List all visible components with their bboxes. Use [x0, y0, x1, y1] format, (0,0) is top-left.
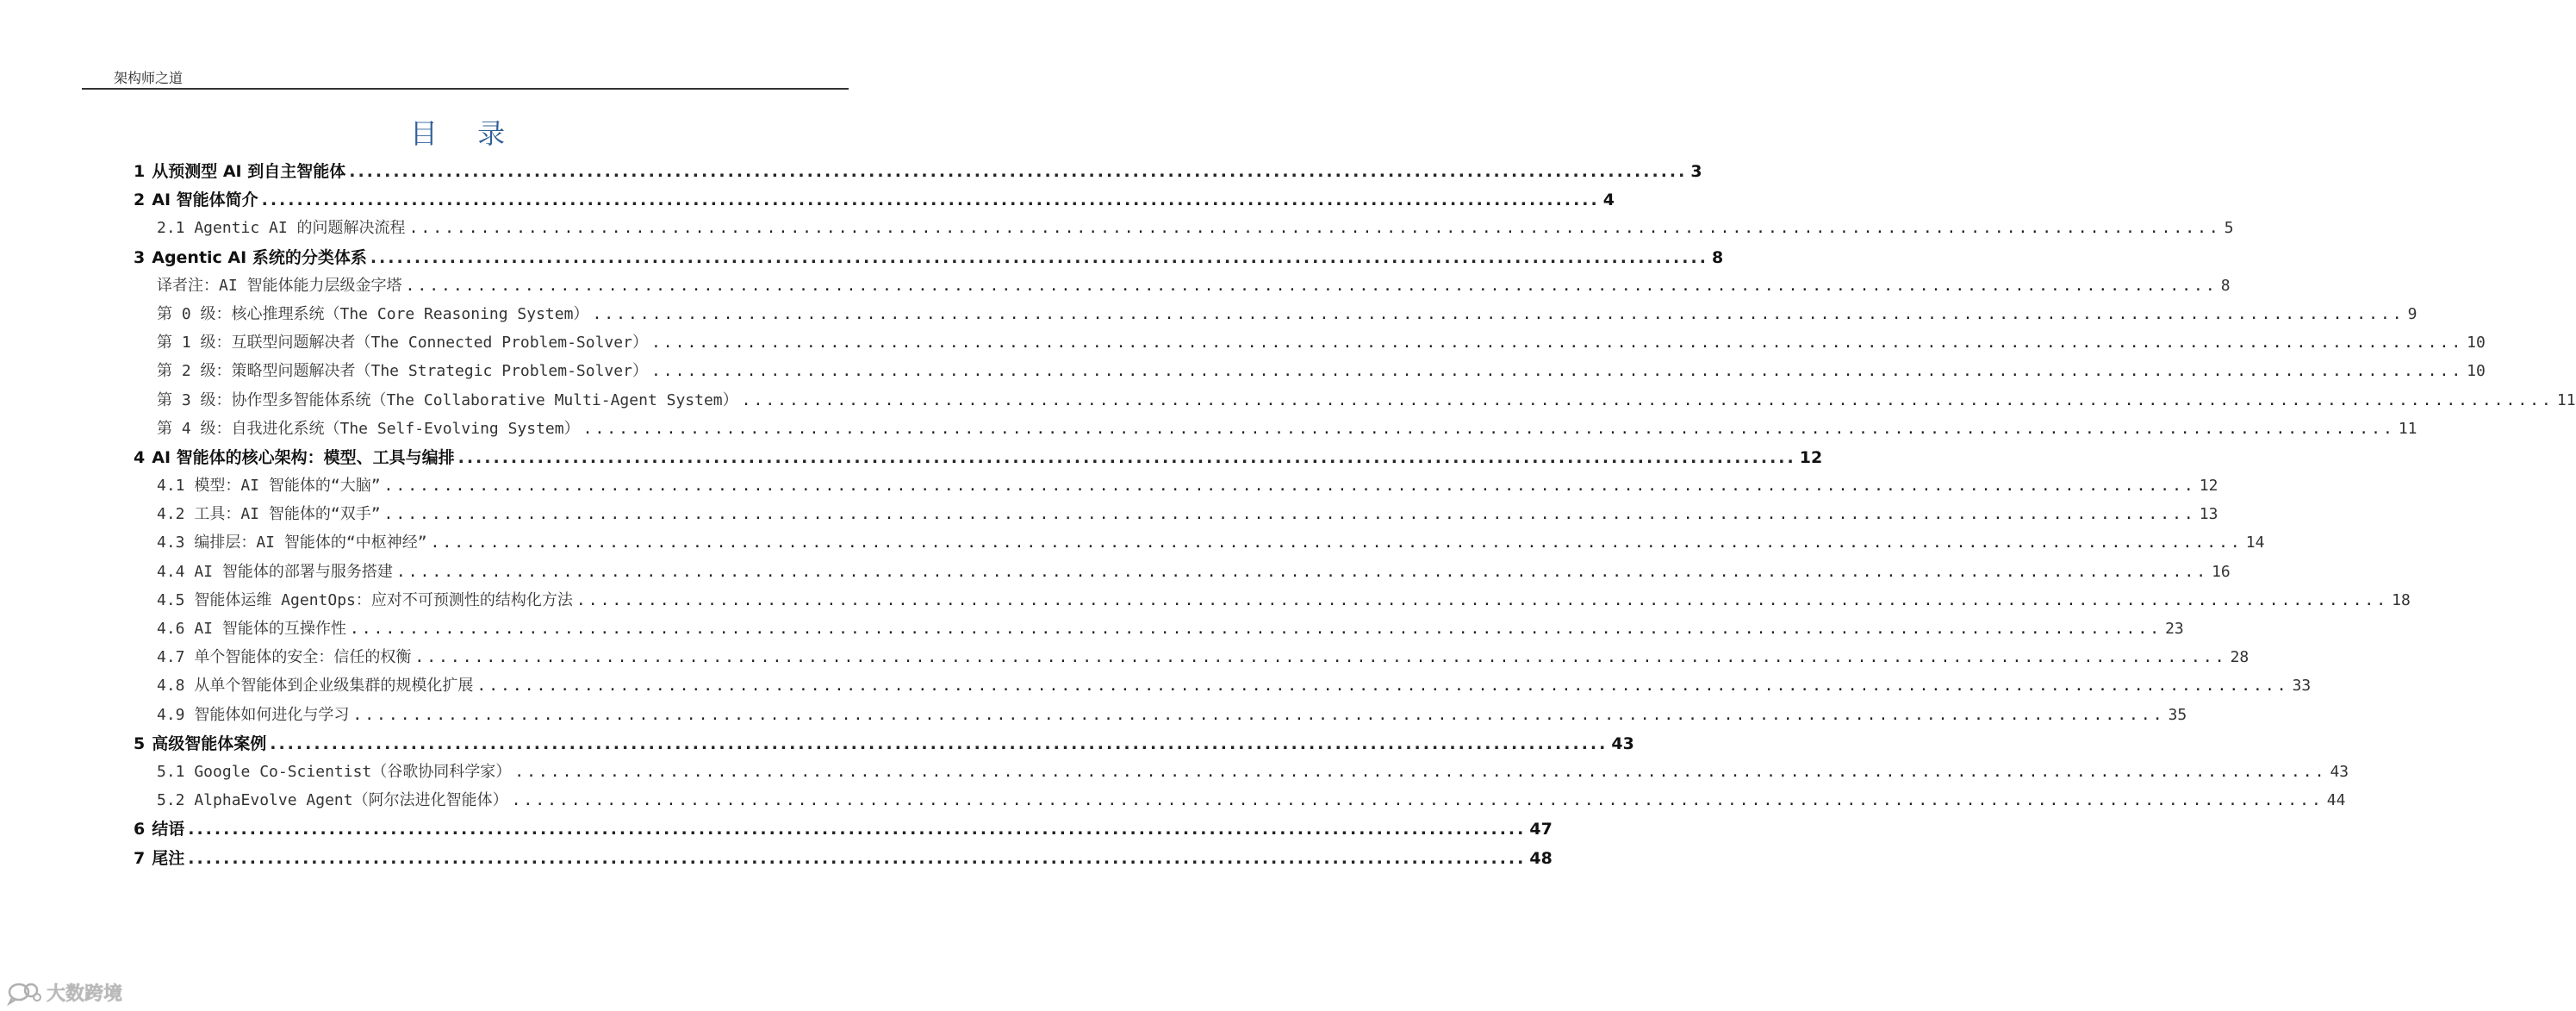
toc-chapter-entry[interactable] — [134, 731, 1634, 759]
watermark — [7, 979, 122, 1006]
toc-entry-page-number: 48 — [1529, 848, 1552, 868]
toc-dot-leader — [592, 305, 2404, 323]
toc-entry-page-number: 28 — [2230, 648, 2249, 667]
toc-dot-leader — [349, 162, 1687, 181]
toc-entry-title: 4.7 单个智能体的安全：信任的权衡 — [157, 648, 412, 667]
toc-entry-title: 4.3 编排层：AI 智能体的“中枢神经” — [157, 534, 427, 552]
toc-dot-leader — [370, 248, 1708, 267]
toc-dot-leader — [352, 706, 2164, 724]
toc-entry-title: 2.1 Agentic AI 的问题解决流程 — [157, 219, 406, 238]
toc-chapter-entry[interactable] — [134, 846, 1552, 874]
running-header: 架构师之道 — [114, 70, 184, 86]
toc-entry-number: 4 — [134, 447, 146, 467]
toc-entry-title: 第 1 级：互联型问题解决者（The Connected Problem-Solver） — [157, 334, 648, 353]
toc-entry-page-number: 8 — [1711, 247, 1724, 267]
toc-chapter-entry[interactable] — [134, 445, 1823, 473]
toc-entry-title: 结语 — [152, 820, 185, 839]
toc-dot-leader — [409, 219, 2221, 237]
toc-entry-page-number: 43 — [1611, 733, 1634, 753]
toc-dot-leader — [742, 391, 2554, 409]
toc-dot-leader — [188, 820, 1526, 839]
toc-entry-title: 译者注：AI 智能体能力层级金字塔 — [157, 276, 402, 295]
toc-entry-page-number: 33 — [2292, 677, 2312, 696]
toc-section-entry[interactable] — [134, 502, 2218, 530]
toc-entry-title: 5.1 Google Co-Scientist（谷歌协同科学家） — [157, 762, 512, 781]
toc-dot-leader — [262, 190, 1600, 209]
toc-section-entry[interactable] — [134, 359, 2486, 387]
toc-entry-page-number: 47 — [1529, 820, 1552, 839]
page-title: 目 录 — [409, 117, 521, 150]
toc-dot-leader — [384, 477, 2196, 495]
toc-section-entry[interactable] — [134, 788, 2346, 816]
toc-entry-title: AI 智能体的核心架构：模型、工具与编排 — [152, 447, 455, 467]
toc-entry-title: 第 3 级：协作型多智能体系统（The Collaborative Multi-Agent System） — [157, 390, 738, 409]
toc-section-entry[interactable] — [134, 302, 2417, 330]
toc-dot-leader — [576, 591, 2388, 609]
toc-section-entry[interactable] — [134, 702, 2187, 731]
toc-entry-title: 第 4 级：自我进化系统（The Self-Evolving System） — [157, 419, 580, 438]
toc-entry-title: 4.8 从单个智能体到企业级集群的规模化扩展 — [157, 677, 474, 696]
toc-entry-number: 6 — [134, 820, 146, 839]
toc-dot-leader — [384, 505, 2196, 523]
toc-section-entry[interactable] — [134, 330, 2486, 359]
toc-section-entry[interactable] — [134, 759, 2349, 788]
toc-dot-leader — [396, 563, 2208, 581]
toc-chapter-entry[interactable] — [134, 816, 1552, 845]
header-rule — [82, 88, 849, 90]
toc-entry-page-number: 12 — [2199, 477, 2218, 496]
toc-entry-page-number: 13 — [2199, 505, 2218, 524]
toc-section-entry[interactable] — [134, 416, 2417, 445]
toc-dot-leader — [651, 334, 2463, 352]
toc-entry-title: 4.5 智能体运维 AgentOps：应对不可预测性的结构化方法 — [157, 590, 573, 609]
toc-entry-number: 2 — [134, 190, 146, 210]
toc-dot-leader — [512, 791, 2324, 809]
toc-entry-title: 第 0 级：核心推理系统（The Core Reasoning System） — [157, 304, 589, 323]
toc-entry-title: 4.6 AI 智能体的互操作性 — [157, 620, 346, 638]
toc-dot-leader — [270, 734, 1608, 753]
toc-section-entry[interactable] — [134, 645, 2249, 673]
toc-entry-title: 尾注 — [152, 848, 185, 868]
toc-entry-page-number: 23 — [2165, 620, 2184, 638]
toc-entry-number: 1 — [134, 162, 146, 181]
toc-entry-page-number: 44 — [2326, 791, 2346, 810]
toc-section-entry[interactable] — [134, 388, 2576, 416]
toc-dot-leader — [458, 448, 1796, 467]
toc-entry-title: 第 2 级：策略型问题解决者（The Strategic Problem-Solver） — [157, 362, 648, 381]
toc-entry-page-number: 11 — [2398, 419, 2417, 438]
toc-entry-page-number: 8 — [2220, 276, 2231, 295]
toc-section-entry[interactable] — [134, 215, 2234, 244]
toc-entry-page-number: 3 — [1690, 162, 1702, 181]
toc-section-entry[interactable] — [134, 473, 2218, 502]
toc-entry-page-number: 10 — [2467, 334, 2486, 353]
toc-dot-leader — [583, 420, 2395, 438]
toc-dot-leader — [350, 620, 2162, 638]
watermark-text: 大数跨境 — [47, 983, 123, 1005]
toc-dot-leader — [406, 277, 2218, 295]
chat-bubble-logo-icon — [7, 982, 41, 1004]
toc-dot-leader — [431, 534, 2243, 552]
toc-dot-leader — [476, 677, 2288, 695]
toc-entry-page-number: 16 — [2212, 562, 2231, 581]
toc-entry-title: 4.2 工具：AI 智能体的“双手” — [157, 505, 381, 524]
toc-entry-page-number: 12 — [1799, 447, 1823, 467]
toc-chapter-entry[interactable] — [134, 159, 1702, 187]
toc-entry-title: 5.2 AlphaEvolve Agent（阿尔法进化智能体） — [157, 791, 508, 810]
toc-entry-title: 从预测型 AI 到自主智能体 — [152, 162, 346, 181]
toc-section-entry[interactable] — [134, 273, 2231, 302]
toc-entry-title: 4.4 AI 智能体的部署与服务搭建 — [157, 562, 393, 581]
toc-entry-page-number: 10 — [2467, 362, 2486, 381]
toc-entry-title: 高级智能体案例 — [152, 733, 267, 753]
toc-entry-title: Agentic AI 系统的分类体系 — [152, 247, 367, 267]
table-of-contents — [134, 159, 2576, 874]
toc-chapter-entry[interactable] — [134, 245, 1724, 273]
toc-entry-page-number: 35 — [2168, 705, 2187, 724]
toc-entry-page-number: 43 — [2330, 762, 2349, 781]
toc-entry-number: 3 — [134, 247, 146, 267]
toc-entry-page-number: 4 — [1602, 190, 1615, 210]
toc-entry-title: 4.9 智能体如何进化与学习 — [157, 705, 350, 724]
toc-entry-title: AI 智能体简介 — [152, 190, 258, 210]
toc-entry-title: 4.1 模型：AI 智能体的“大脑” — [157, 477, 381, 496]
toc-section-entry[interactable] — [134, 673, 2312, 702]
toc-entry-page-number: 18 — [2392, 590, 2411, 609]
toc-section-entry[interactable] — [134, 616, 2184, 645]
toc-entry-number: 7 — [134, 848, 146, 868]
toc-entry-number: 5 — [134, 733, 146, 753]
toc-entry-page-number: 5 — [2224, 219, 2234, 238]
toc-entry-page-number: 14 — [2245, 534, 2265, 552]
toc-entry-page-number: 11 — [2556, 390, 2576, 409]
toc-dot-leader — [651, 362, 2463, 380]
toc-entry-page-number: 9 — [2407, 304, 2417, 323]
toc-section-entry[interactable] — [134, 559, 2231, 588]
toc-section-entry[interactable] — [134, 588, 2411, 616]
toc-chapter-entry[interactable] — [134, 187, 1615, 215]
toc-dot-leader — [414, 648, 2226, 666]
toc-section-entry[interactable] — [134, 530, 2265, 559]
toc-dot-leader — [188, 849, 1526, 868]
toc-dot-leader — [514, 763, 2326, 781]
